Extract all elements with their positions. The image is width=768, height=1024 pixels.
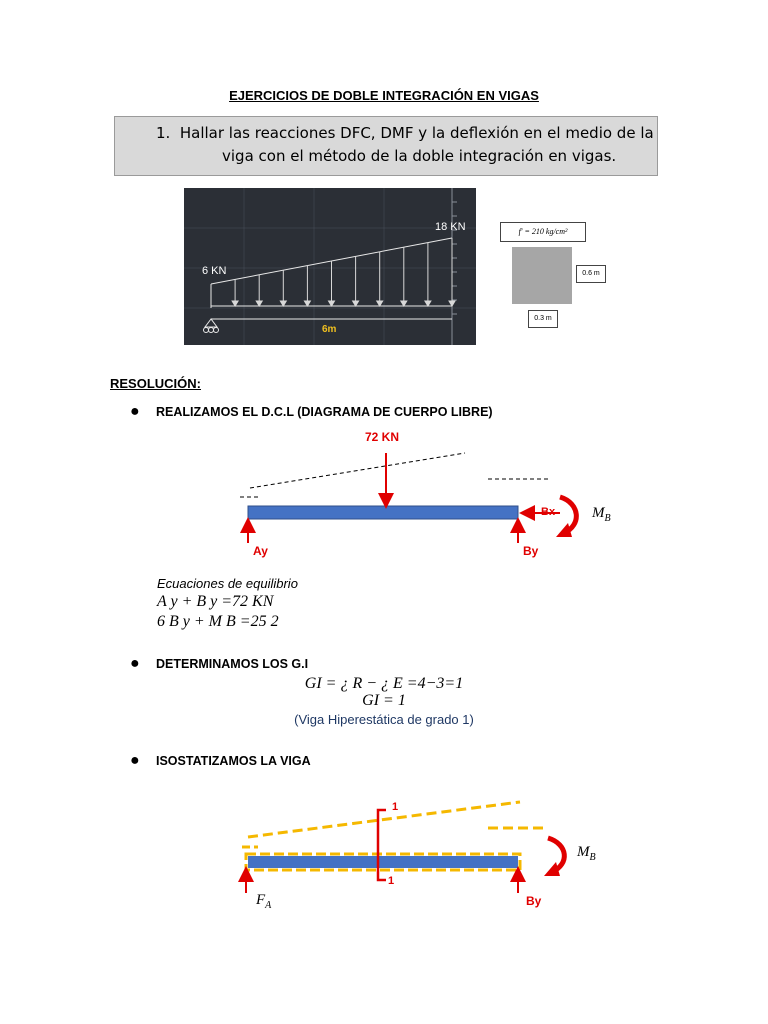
- document-title: EJERCICIOS DE DOBLE INTEGRACIÓN EN VIGAS: [229, 88, 539, 103]
- load-right-label: 18 KN: [435, 221, 466, 233]
- step-dcl-label: REALIZAMOS EL D.C.L (DIAGRAMA DE CUERPO LIBRE): [156, 405, 493, 419]
- step-isostatic-label: ISOSTATIZAMOS LA VIGA: [156, 754, 311, 768]
- gi-equation-2: GI = 1: [362, 692, 406, 709]
- height-label: 0.6 m: [576, 265, 606, 283]
- cut-top-label: 1: [392, 801, 399, 813]
- bullet-icon: ●: [130, 403, 140, 420]
- step-dcl: [130, 403, 493, 420]
- cross-section: [512, 247, 572, 304]
- gi-equation-1: GI = ¿ R − ¿ E =4−3=1: [304, 675, 464, 692]
- mb-label: $M_B$: [592, 505, 611, 524]
- mb-label: $M_B$: [577, 844, 596, 863]
- task-text: [156, 122, 654, 168]
- bullet-icon: ●: [130, 655, 140, 672]
- task-line-1: Hallar las reacciones DFC, DMF y la deflexión en el medio de la: [179, 124, 654, 142]
- by-label: By: [523, 544, 539, 558]
- load-left-label: 6 KN: [202, 265, 227, 277]
- hyperstatic-note: (Viga Hiperestática de grado 1): [294, 712, 474, 727]
- step-isostatic: [130, 752, 311, 769]
- resolution-heading: RESOLUCIÓN:: [110, 376, 201, 391]
- equation-1: A y + B y =72 KN: [157, 593, 274, 610]
- equation-2: 6 B y + M B =25 2: [157, 613, 279, 630]
- span-label: 6m: [322, 324, 337, 335]
- bullet-icon: ●: [130, 752, 140, 769]
- dcl-diagram: [230, 425, 620, 565]
- ay-label: Ay: [253, 544, 268, 558]
- fa-label: $F_A$: [256, 892, 272, 911]
- task-number: 1.: [156, 124, 171, 142]
- step-gi-label: DETERMINAMOS LOS G.I: [156, 657, 309, 671]
- step-gi: [130, 655, 309, 672]
- by-label: By: [526, 894, 542, 908]
- beam: [248, 506, 518, 519]
- cad-beam-figure: [184, 188, 476, 345]
- beam: [248, 856, 518, 868]
- bx-label: Bx: [541, 506, 556, 518]
- equations-label: Ecuaciones de equilibrio: [157, 576, 298, 591]
- resultant-label: 72 KN: [365, 430, 400, 444]
- isostatic-diagram: [230, 790, 620, 920]
- task-line-2: viga con el método de la doble integración en vigas.: [222, 147, 617, 165]
- cut-bottom-label: 1: [388, 875, 395, 887]
- width-label: 0.3 m: [528, 310, 558, 328]
- fc-label: f' = 210 kg/cm²: [500, 222, 586, 242]
